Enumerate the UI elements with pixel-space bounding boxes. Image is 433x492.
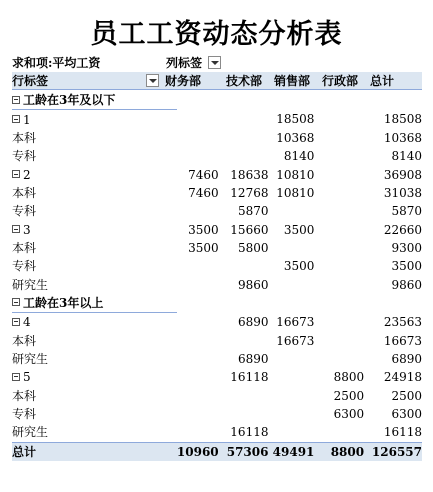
value-cell <box>177 257 219 275</box>
value-cell <box>177 387 219 405</box>
row-label-cell <box>12 294 177 313</box>
value-cell: 18638 <box>230 167 269 182</box>
row-label-cell <box>12 165 177 183</box>
value-cell <box>177 294 219 313</box>
value-cell <box>364 91 422 110</box>
value-cell <box>219 129 269 147</box>
value-cell <box>268 202 314 220</box>
subgroup-row <box>12 220 422 238</box>
value-cell: 18508 <box>383 112 422 127</box>
subgroup-row <box>12 368 422 386</box>
value-cell <box>314 239 364 257</box>
subgroup-row <box>12 110 422 129</box>
row-label-cell <box>12 313 177 332</box>
value-cell <box>177 313 219 332</box>
row-label-cell <box>12 423 177 442</box>
value-cell: 12768 <box>230 185 269 200</box>
value-cell <box>314 165 364 183</box>
column-filter-dropdown-icon[interactable] <box>208 56 221 69</box>
value-cell: 22660 <box>383 222 422 237</box>
collapse-minus-icon[interactable] <box>12 170 20 178</box>
value-cell <box>219 405 269 423</box>
value-cell: 2500 <box>391 388 422 403</box>
row-label-cell <box>12 129 177 147</box>
table-row <box>12 350 422 368</box>
value-cell <box>268 405 314 423</box>
value-cell <box>314 184 364 202</box>
value-field-label: 求和项:平均工资 <box>12 56 101 70</box>
page-title: 员工工资动态分析表 <box>90 19 343 50</box>
value-cell <box>314 350 364 368</box>
value-cell <box>314 423 364 442</box>
value-cell <box>314 313 364 332</box>
row-label: 3 <box>23 222 31 237</box>
value-cell: 3500 <box>188 240 219 255</box>
value-cell: 5870 <box>391 204 422 219</box>
row-label: 本科 <box>12 388 37 403</box>
value-cell <box>314 147 364 165</box>
table-row <box>12 129 422 147</box>
column-header-finance: 财务部 <box>165 74 202 88</box>
value-cell <box>314 294 364 313</box>
row-label: 本科 <box>12 130 37 145</box>
value-cell <box>177 110 219 129</box>
value-cell <box>177 147 219 165</box>
row-label-cell <box>12 350 177 368</box>
value-cell: 57306 <box>219 442 269 461</box>
value-cell: 10810 <box>276 167 315 182</box>
row-label-cell <box>12 147 177 165</box>
row-filter-dropdown-icon[interactable] <box>146 74 159 87</box>
pivot-column-header-row <box>12 72 422 90</box>
value-cell: 5800 <box>237 240 269 255</box>
value-cell <box>177 331 219 349</box>
collapse-minus-icon[interactable] <box>12 373 20 381</box>
value-cell <box>268 275 314 293</box>
value-cell: 7460 <box>188 167 219 182</box>
value-cell <box>177 423 219 442</box>
row-label: 专科 <box>12 407 37 422</box>
column-header-admin: 行政部 <box>322 74 359 88</box>
column-labels-header: 列标签 <box>166 56 203 70</box>
row-label-cell <box>12 184 177 202</box>
value-cell: 3500 <box>188 222 219 237</box>
row-label-cell <box>12 239 177 257</box>
value-cell <box>177 91 219 110</box>
value-cell: 8140 <box>283 149 315 164</box>
value-cell: 16118 <box>230 370 269 385</box>
collapse-minus-icon[interactable] <box>12 318 20 326</box>
value-cell: 18508 <box>276 112 315 127</box>
value-cell: 24918 <box>383 370 422 385</box>
value-cell: 16118 <box>230 425 269 440</box>
value-cell: 8140 <box>391 149 422 164</box>
value-cell <box>219 257 269 275</box>
value-cell: 36908 <box>383 167 422 182</box>
value-cell <box>364 294 422 313</box>
value-cell: 10368 <box>276 130 315 145</box>
value-cell <box>177 405 219 423</box>
value-cell: 9860 <box>391 277 422 292</box>
row-label: 1 <box>23 112 31 127</box>
table-row <box>12 387 422 405</box>
row-label: 2 <box>23 167 31 182</box>
row-label: 本科 <box>12 240 37 255</box>
row-label-cell <box>12 220 177 238</box>
value-cell <box>268 368 314 386</box>
column-header-sales: 销售部 <box>274 74 311 88</box>
table-row <box>12 202 422 220</box>
value-cell <box>314 91 364 110</box>
value-cell <box>314 202 364 220</box>
table-row <box>12 184 422 202</box>
value-cell: 15660 <box>230 222 269 237</box>
group-row <box>12 294 422 313</box>
value-cell: 16673 <box>276 333 315 348</box>
value-cell: 6300 <box>391 407 422 422</box>
value-cell <box>268 423 314 442</box>
value-cell <box>314 331 364 349</box>
value-cell <box>219 91 269 110</box>
row-label-cell <box>12 202 177 220</box>
collapse-minus-icon[interactable] <box>12 96 20 104</box>
value-cell: 8800 <box>333 370 365 385</box>
row-label: 专科 <box>12 149 37 164</box>
value-cell: 3500 <box>283 222 315 237</box>
value-cell <box>268 294 314 313</box>
row-label: 研究生 <box>12 425 49 440</box>
row-label: 专科 <box>12 204 37 219</box>
value-cell: 126557 <box>364 442 422 461</box>
value-cell: 5870 <box>237 204 269 219</box>
value-cell: 7460 <box>188 185 219 200</box>
row-label: 研究生 <box>12 277 49 292</box>
value-cell <box>314 257 364 275</box>
value-cell: 16673 <box>276 315 315 330</box>
row-label-cell <box>12 442 177 461</box>
row-label: 4 <box>23 315 31 330</box>
grand-total-row <box>12 442 422 461</box>
row-label: 本科 <box>12 333 37 348</box>
value-cell <box>177 129 219 147</box>
value-cell: 10810 <box>276 185 315 200</box>
row-label-cell <box>12 331 177 349</box>
table-row <box>12 423 422 442</box>
group-row <box>12 91 422 110</box>
value-cell: 6890 <box>237 315 269 330</box>
value-cell <box>314 220 364 238</box>
value-cell <box>314 275 364 293</box>
row-label: 工龄在3年以上 <box>23 295 104 310</box>
table-row <box>12 257 422 275</box>
value-cell: 10368 <box>383 130 422 145</box>
row-label-cell <box>12 91 177 110</box>
table-row <box>12 331 422 349</box>
row-label: 5 <box>23 370 31 385</box>
row-label: 本科 <box>12 185 37 200</box>
row-label: 总计 <box>12 444 37 459</box>
value-cell <box>177 275 219 293</box>
value-cell <box>219 387 269 405</box>
value-cell: 9860 <box>237 277 269 292</box>
value-cell <box>268 239 314 257</box>
value-cell: 8800 <box>314 442 364 461</box>
value-cell: 49491 <box>268 442 314 461</box>
row-label-cell <box>12 368 177 386</box>
row-label-cell <box>12 110 177 129</box>
value-cell <box>177 202 219 220</box>
row-label-cell <box>12 275 177 293</box>
value-cell <box>219 147 269 165</box>
value-cell: 16118 <box>383 425 422 440</box>
row-labels-header: 行标签 <box>12 74 49 88</box>
collapse-minus-icon[interactable] <box>12 115 20 123</box>
value-cell <box>268 91 314 110</box>
value-cell: 2500 <box>333 388 365 403</box>
pivot-value-header-row <box>12 54 422 72</box>
value-cell <box>268 350 314 368</box>
value-cell: 31038 <box>383 185 422 200</box>
row-label-cell <box>12 257 177 275</box>
value-cell: 9300 <box>391 240 422 255</box>
value-cell: 23563 <box>383 315 422 330</box>
value-cell: 3500 <box>283 259 315 274</box>
subgroup-row <box>12 165 422 183</box>
table-row <box>12 239 422 257</box>
value-cell <box>314 110 364 129</box>
table-row <box>12 275 422 293</box>
value-cell <box>268 387 314 405</box>
value-cell: 3500 <box>391 259 422 274</box>
value-cell: 16673 <box>383 333 422 348</box>
value-cell: 6890 <box>237 351 269 366</box>
column-header-total: 总计 <box>370 74 395 88</box>
table-row <box>12 147 422 165</box>
pivot-table <box>12 91 422 461</box>
row-label-cell <box>12 405 177 423</box>
collapse-minus-icon[interactable] <box>12 225 20 233</box>
value-cell: 10960 <box>177 442 219 461</box>
value-cell <box>177 350 219 368</box>
value-cell: 6300 <box>333 407 365 422</box>
row-label: 研究生 <box>12 351 49 366</box>
row-label: 工龄在3年及以下 <box>23 93 116 108</box>
value-cell <box>314 129 364 147</box>
value-cell <box>219 331 269 349</box>
table-row <box>12 405 422 423</box>
row-label: 专科 <box>12 259 37 274</box>
collapse-minus-icon[interactable] <box>12 298 20 306</box>
value-cell <box>177 368 219 386</box>
value-cell: 6890 <box>391 351 422 366</box>
value-cell <box>219 294 269 313</box>
column-header-tech: 技术部 <box>226 74 263 88</box>
value-cell <box>219 110 269 129</box>
row-label-cell <box>12 387 177 405</box>
subgroup-row <box>12 313 422 332</box>
